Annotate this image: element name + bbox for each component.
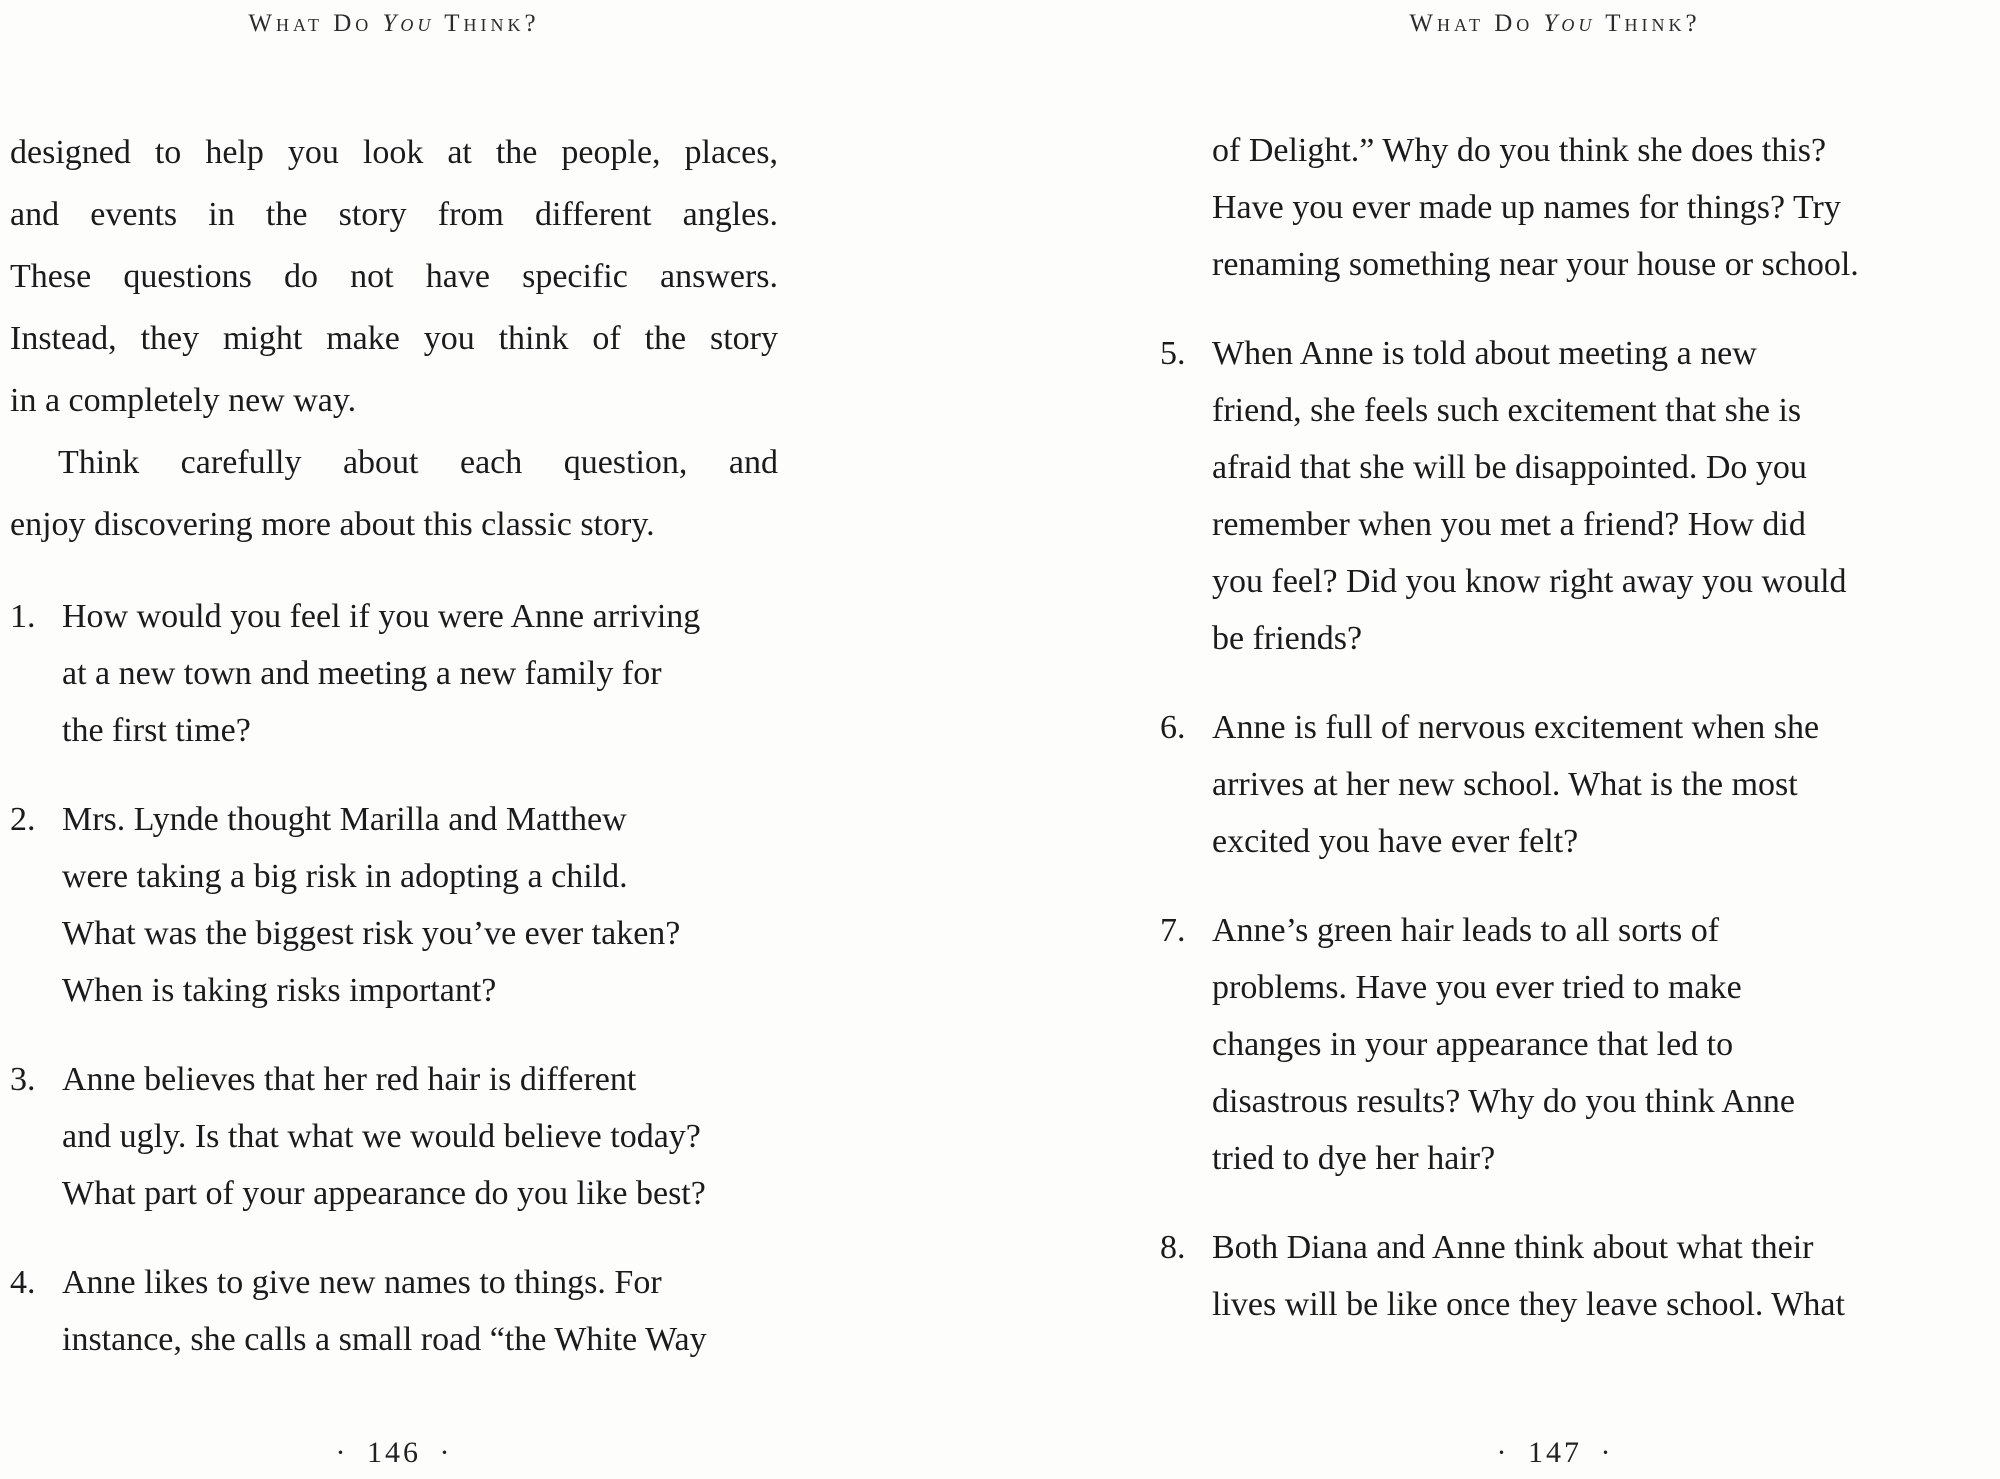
text-line: How would you feel if you were Anne arriving xyxy=(62,598,701,635)
text-line: What was the biggest risk you’ve ever taken? xyxy=(62,915,681,952)
text-line: Anne believes that her red hair is different xyxy=(62,1061,637,1098)
text-line: be friends? xyxy=(1212,620,1363,657)
text-line: When is taking risks important? xyxy=(62,972,497,1009)
question-number: 2. xyxy=(10,801,36,838)
text-line: arrives at her new school. What is the most xyxy=(1212,766,1798,803)
text-line: disastrous results? Why do you think Anne xyxy=(1212,1083,1795,1120)
text-line: lives will be like once they leave school. What xyxy=(1212,1286,1845,1323)
question-text xyxy=(1212,699,1950,870)
header-text-post: Think? xyxy=(1595,10,1701,37)
text-line: excited you have ever felt? xyxy=(1212,823,1579,860)
running-header-right xyxy=(1160,6,1950,42)
question-number: 1. xyxy=(10,598,36,635)
text-line: tried to dye her hair? xyxy=(1212,1140,1496,1177)
text-line: Have you ever made up names for things? Try xyxy=(1212,189,1841,226)
page-number-left: · 146 · xyxy=(335,1436,453,1469)
text-line: What part of your appearance do you like best? xyxy=(62,1175,706,1212)
running-header-left xyxy=(10,6,778,42)
text-line: of Delight.” Why do you think she does this? xyxy=(1212,132,1827,169)
question-item xyxy=(1160,1219,1950,1333)
text-line: afraid that she will be disappointed. Do you xyxy=(1212,449,1807,486)
text-line: in a completely new way. xyxy=(10,382,357,419)
header-text-post: Think? xyxy=(434,10,540,37)
text-line: you feel? Did you know right away you would xyxy=(1212,563,1847,600)
text-line: These questions do not have specific answers. xyxy=(10,258,778,295)
text-line: Think carefully about each question, and xyxy=(58,444,778,481)
intro-paragraph-2 xyxy=(10,432,778,556)
question-number: 7. xyxy=(1160,912,1186,949)
left-page xyxy=(10,0,778,1479)
header-text-pre: What Do xyxy=(248,10,383,37)
question-text xyxy=(1212,1219,1950,1333)
question-text xyxy=(1212,325,1950,667)
header-italic-you: You xyxy=(1543,10,1596,37)
text-line: friend, she feels such excitement that she is xyxy=(1212,392,1802,429)
question-number: 8. xyxy=(1160,1229,1186,1266)
question-text xyxy=(62,1254,778,1368)
right-page xyxy=(1160,0,1950,1479)
question-item xyxy=(10,791,778,1019)
question-item xyxy=(1160,325,1950,667)
question-text xyxy=(62,1051,778,1222)
page-number-right: · 147 · xyxy=(1496,1436,1614,1469)
text-line: renaming something near your house or school. xyxy=(1212,246,1859,283)
text-line: When Anne is told about meeting a new xyxy=(1212,335,1757,372)
intro-paragraph-1 xyxy=(10,122,778,432)
question-item xyxy=(10,588,778,759)
question-4-continuation xyxy=(1160,122,1950,293)
left-page-content xyxy=(10,122,778,1368)
text-line: and events in the story from different angles. xyxy=(10,196,778,233)
question-item xyxy=(10,1051,778,1222)
text-line: the first time? xyxy=(62,712,251,749)
header-text-pre: What Do xyxy=(1409,10,1544,37)
question-number: 3. xyxy=(10,1061,36,1098)
question-number: 5. xyxy=(1160,335,1186,372)
text-line: were taking a big risk in adopting a child. xyxy=(62,858,628,895)
question-text xyxy=(1212,902,1950,1187)
text-line: Instead, they might make you think of the story xyxy=(10,320,778,357)
question-item xyxy=(10,1254,778,1368)
question-item xyxy=(1160,699,1950,870)
question-number: 4. xyxy=(10,1264,36,1301)
question-text xyxy=(62,588,778,759)
text-line: designed to help you look at the people, places, xyxy=(10,134,778,171)
text-line: instance, she calls a small road “the White Way xyxy=(62,1321,707,1358)
question-list-left xyxy=(10,588,778,1368)
text-line: Mrs. Lynde thought Marilla and Matthew xyxy=(62,801,627,838)
text-line: Anne’s green hair leads to all sorts of xyxy=(1212,912,1720,949)
text-line: and ugly. Is that what we would believe today? xyxy=(62,1118,701,1155)
question-list-right xyxy=(1160,325,1950,1333)
question-item xyxy=(1160,902,1950,1187)
right-page-content xyxy=(1160,122,1950,1333)
text-line: remember when you met a friend? How did xyxy=(1212,506,1806,543)
text-line: enjoy discovering more about this classic story. xyxy=(10,506,655,543)
question-text xyxy=(62,791,778,1019)
text-line: Anne likes to give new names to things. For xyxy=(62,1264,662,1301)
text-line: problems. Have you ever tried to make xyxy=(1212,969,1742,1006)
text-line: Both Diana and Anne think about what their xyxy=(1212,1229,1814,1266)
header-italic-you: You xyxy=(382,10,435,37)
text-line: changes in your appearance that led to xyxy=(1212,1026,1734,1063)
text-line: Anne is full of nervous excitement when she xyxy=(1212,709,1820,746)
text-line: at a new town and meeting a new family for xyxy=(62,655,662,692)
question-number: 6. xyxy=(1160,709,1186,746)
